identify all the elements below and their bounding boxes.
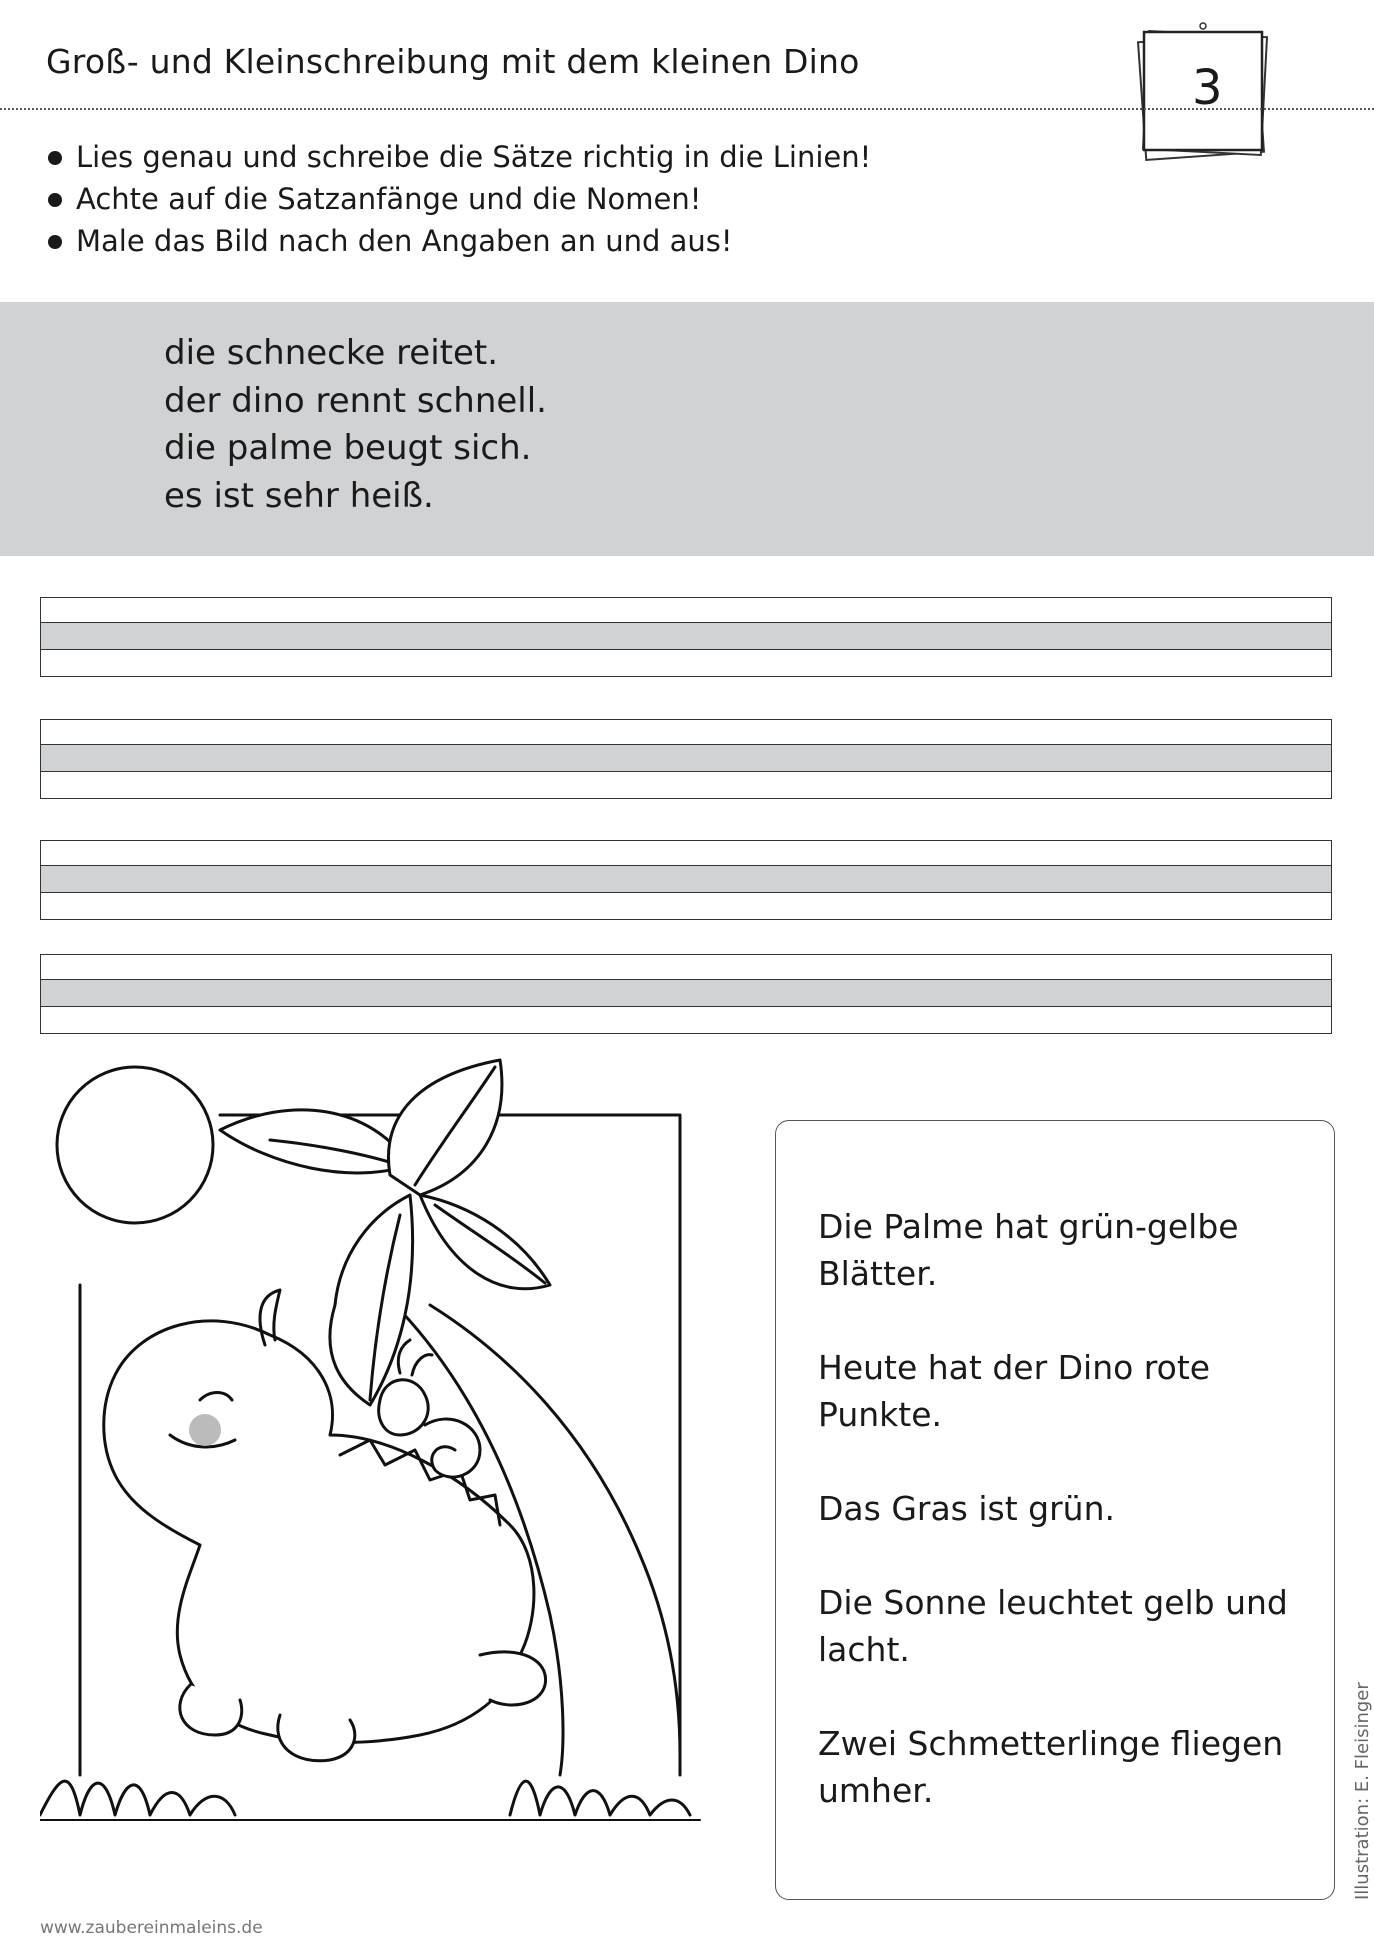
sentence: die schnecke reitet.: [164, 333, 499, 373]
coloring-task: Das Gras ist grün.: [818, 1489, 1115, 1528]
footer-url[interactable]: www.zaubereinmaleins.de: [40, 1918, 263, 1938]
bullet-icon: [48, 151, 62, 165]
writing-lines-4[interactable]: [40, 954, 1332, 1034]
coloring-task-list: [818, 1203, 1318, 1861]
coloring-task: Heute hat der Dino rote Punkte.: [818, 1348, 1211, 1434]
header-divider: [0, 108, 1374, 110]
coloring-task: Zwei Schmetterlinge fliegen umher.: [818, 1724, 1284, 1810]
bullet-icon: [48, 193, 62, 207]
page-title: Groß- und Kleinschreibung mit dem kleinen Dino: [46, 42, 860, 81]
coloring-task: Die Palme hat grün-gelbe Blätter.: [818, 1207, 1239, 1293]
sentence: die palme beugt sich.: [164, 428, 532, 468]
sentence-list: [164, 330, 547, 520]
instruction-item: Male das Bild nach den Angaben an und aus!: [44, 220, 871, 262]
writing-lines-2[interactable]: [40, 719, 1332, 799]
writing-lines-3[interactable]: [40, 840, 1332, 920]
instruction-item: Lies genau und schreibe die Sätze richtig in die Linien!: [44, 136, 871, 178]
instruction-item: Achte auf die Satzanfänge und die Nomen!: [44, 178, 871, 220]
sentence: der dino rennt schnell.: [164, 380, 547, 421]
coloring-task: Die Sonne leuchtet gelb und lacht.: [818, 1583, 1288, 1669]
illustration-credit: Illustration: E. Fleisinger: [1352, 1682, 1373, 1900]
dino-coloring-picture: [40, 1055, 720, 1845]
bullet-icon: [48, 235, 62, 249]
page-number: 3: [1192, 60, 1223, 116]
writing-lines-1[interactable]: [40, 597, 1332, 677]
sentence: es ist sehr heiß.: [164, 475, 434, 516]
coloring-instructions-box: [775, 1120, 1335, 1900]
instruction-list: [44, 136, 871, 262]
